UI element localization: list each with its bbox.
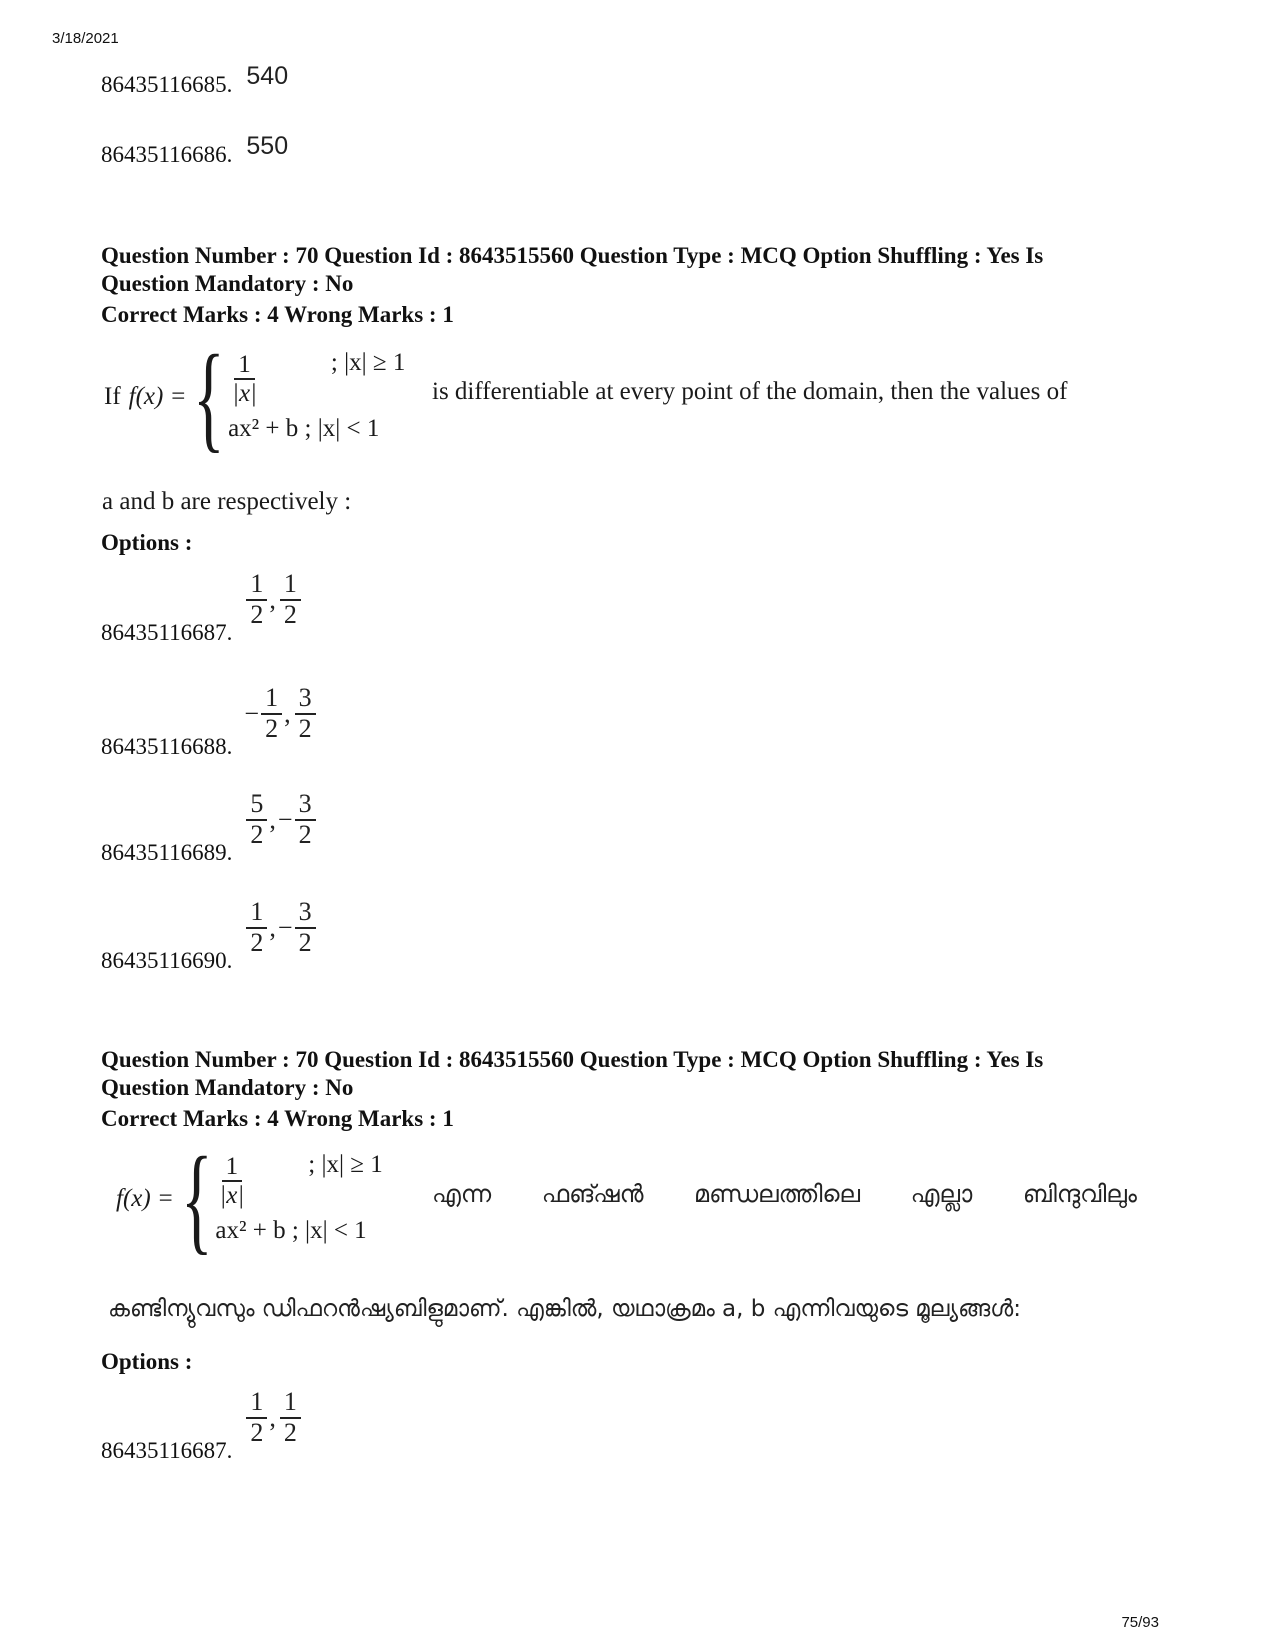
question-header-line: Question Mandatory : No — [101, 1075, 354, 1100]
formula-condition-1: ; |x| ≥ 1 — [308, 1151, 383, 1178]
brace-symbol: { — [180, 1132, 213, 1265]
option-row — [101, 898, 316, 978]
question-header — [101, 242, 1181, 298]
formula-fraction: $\frac{1}{|x|}$ — [219, 1152, 245, 1209]
formula-fx: f(x) = — [128, 383, 187, 410]
fraction-b: $\frac{3}{2}$ — [295, 790, 316, 849]
fraction-b: $\frac{3}{2}$ — [295, 684, 316, 743]
piecewise-formula — [116, 1134, 383, 1264]
question-text-malayalam: എന്ന ഫങ്ഷൻ മണ്ഡലത്തിലെ എല്ലാ ബിന്ദുവിലും — [432, 1180, 1137, 1208]
options-label: Options : — [101, 1349, 193, 1374]
option-id: 86435116688. — [101, 734, 233, 759]
fraction-a: $\frac{1}{2}$ — [261, 684, 282, 743]
question-header-line: Question Number : 70 Question Id : 8643515560 Question Type : MCQ Option Shuffling : Yes Is — [101, 243, 1044, 268]
question-header-line: Question Mandatory : No — [101, 271, 354, 296]
option-fractions: − $\frac{1}{2}$ , $\frac{3}{2}$ — [244, 684, 315, 743]
fraction-b: $\frac{1}{2}$ — [280, 570, 301, 629]
piecewise-formula — [104, 332, 405, 462]
formula-cases — [228, 343, 405, 451]
option-row — [101, 1388, 301, 1468]
option-row — [101, 684, 316, 764]
page-number: 75/93 — [1121, 1614, 1159, 1631]
formula-case-2: ax² + b ; |x| < 1 — [228, 415, 380, 442]
option-id: 86435116686. — [101, 142, 233, 167]
option-id: 86435116690. — [101, 948, 233, 973]
question-header-line: Question Number : 70 Question Id : 8643515560 Question Type : MCQ Option Shuffling : Yes Is — [101, 1047, 1044, 1072]
option-id: 86435116687. — [101, 620, 233, 645]
formula-if: If — [104, 383, 121, 410]
option-row — [101, 62, 289, 99]
options-label: Options : — [101, 530, 193, 555]
option-fractions: $\frac{5}{2}$ , − $\frac{3}{2}$ — [244, 790, 315, 849]
option-row — [101, 570, 301, 650]
option-id: 86435116685. — [101, 72, 233, 97]
fraction-b: $\frac{3}{2}$ — [295, 898, 316, 957]
question-text: a and b are respectively : — [102, 488, 352, 515]
print-date: 3/18/2021 — [52, 30, 119, 47]
question-text: is differentiable at every point of the domain, then the values of — [432, 378, 1068, 405]
brace-symbol: { — [193, 330, 226, 463]
option-row — [101, 132, 289, 169]
question-header — [101, 1046, 1181, 1102]
option-row — [101, 790, 316, 870]
formula-case-2: ax² + b ; |x| < 1 — [215, 1217, 367, 1244]
fraction-a: $\frac{1}{2}$ — [246, 570, 267, 629]
option-fractions: $\frac{1}{2}$ , $\frac{1}{2}$ — [244, 1388, 301, 1447]
question-marks: Correct Marks : 4 Wrong Marks : 1 — [101, 302, 454, 327]
option-fractions: $\frac{1}{2}$ , $\frac{1}{2}$ — [244, 570, 301, 629]
fraction-b: $\frac{1}{2}$ — [280, 1388, 301, 1447]
option-value: 540 — [246, 62, 289, 90]
fraction-a: $\frac{1}{2}$ — [246, 1388, 267, 1447]
formula-cases — [215, 1145, 382, 1253]
option-id: 86435116687. — [101, 1438, 233, 1463]
question-text-malayalam: കണ്ടിന്യുവസും ഡിഫറൻഷ്യബിളുമാണ്. എങ്കിൽ, യഥാക്രമം a, b എന്നിവയുടെ മൂല്യങ്ങൾ: — [108, 1296, 1021, 1322]
fraction-a: $\frac{5}{2}$ — [246, 790, 267, 849]
fraction-a: $\frac{1}{2}$ — [246, 898, 267, 957]
option-value: 550 — [246, 132, 289, 160]
formula-condition-1: ; |x| ≥ 1 — [330, 349, 406, 376]
question-marks: Correct Marks : 4 Wrong Marks : 1 — [101, 1106, 454, 1131]
option-id: 86435116689. — [101, 840, 233, 865]
formula-fx: f(x) = — [116, 1185, 174, 1212]
option-fractions: $\frac{1}{2}$ , − $\frac{3}{2}$ — [244, 898, 315, 957]
formula-fraction: $\frac{1}{|x|}$ — [232, 350, 257, 407]
